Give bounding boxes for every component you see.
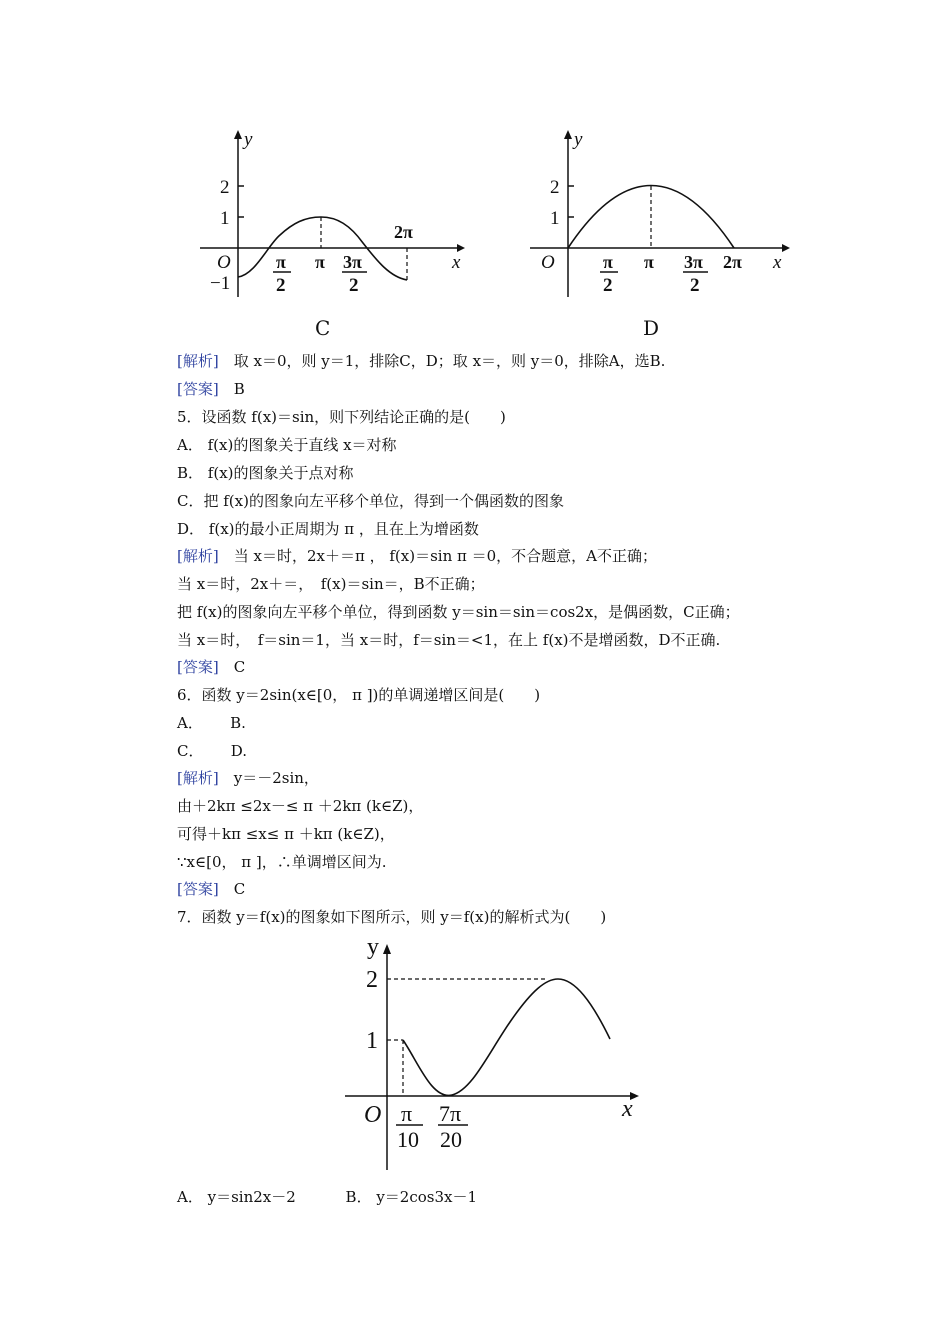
q5-option-b: B． f(x)的图象关于点对称 — [177, 464, 354, 482]
y-tick-1-label: 1 — [550, 208, 560, 229]
x-axis-label: x — [773, 252, 782, 273]
y-axis-label: y — [574, 129, 583, 150]
x-tick-two-pi: 2π — [723, 252, 742, 272]
x-tick-three-half-pi-den: 2 — [349, 275, 359, 296]
answer-text: B — [233, 380, 245, 398]
answer-tag: [答案] — [177, 658, 219, 676]
answer-text: C — [233, 880, 246, 898]
y-tick-1-label: 1 — [366, 1028, 378, 1054]
graph-d — [525, 125, 800, 310]
q5-option-d: D． f(x)的最小正周期为 π ，且在上为增函数 — [177, 520, 479, 538]
x-tick-pi: π — [315, 252, 325, 272]
q5-analysis-1 — [177, 546, 657, 566]
y-axis-arrow — [564, 130, 572, 139]
y-tick-1-label: 1 — [220, 208, 230, 229]
curve-q7 — [403, 979, 610, 1095]
y-axis-label: y — [244, 129, 253, 150]
q6-options-ab: A． B. — [177, 714, 246, 732]
q5-option-a: A． f(x)的图象关于直线 x＝对称 — [177, 436, 397, 454]
x-axis-arrow — [457, 244, 465, 252]
x-tick-half-pi-num: π — [276, 252, 286, 272]
q6-analysis-4: ∵x∈[0， π ]，∴单调增区间为. — [177, 853, 387, 871]
answer-text: C — [233, 658, 246, 676]
y-tick-2-label: 2 — [366, 967, 378, 993]
y-tick-2-label: 2 — [550, 177, 560, 198]
answer-tag: [答案] — [177, 880, 219, 898]
q6-answer — [177, 879, 245, 899]
x-axis-arrow — [782, 244, 790, 252]
graph-c — [195, 125, 475, 310]
y-tick-2-label: 2 — [220, 177, 230, 198]
y-axis-arrow — [383, 944, 391, 954]
x-tick-2-num: 7π — [439, 1101, 462, 1126]
x-tick-pi: π — [644, 252, 654, 272]
analysis-text: 取 x＝0，则 y＝1，排除C，D；取 x＝，则 y＝0，排除A，选B. — [233, 352, 666, 370]
x-axis-label: x — [452, 252, 461, 273]
q7-stem: 7．函数 y＝f(x)的图象如下图所示，则 y＝f(x)的解析式为( ) — [177, 908, 607, 926]
x-tick-half-pi-num: π — [603, 252, 613, 272]
x-tick-half-pi-den: 2 — [276, 275, 286, 296]
q6-options-cd: C． D. — [177, 742, 248, 760]
x-tick-two-pi: 2π — [394, 222, 413, 242]
analysis-tag: [解析] — [177, 769, 219, 787]
graph-q7 — [340, 932, 650, 1177]
x-tick-half-pi-den: 2 — [603, 275, 613, 296]
caption-d: D — [643, 316, 660, 340]
q6-stem: 6．函数 y＝2sin(x∈[0， π ])的单调递增区间是( ) — [177, 686, 541, 704]
analysis-tag: [解析] — [177, 352, 219, 370]
q5-analysis-3: 把 f(x)的图象向左平移个单位，得到函数 y＝sin＝sin＝cos2x，是偶函数，C正确； — [177, 603, 740, 621]
analysis-text: y＝－2sin， — [233, 769, 319, 787]
q6-analysis-2: 由＋2kπ ≤2x－≤ π ＋2kπ (k∈Z)， — [177, 797, 424, 815]
x-axis-label: x — [622, 1096, 633, 1122]
x-tick-1-den: 10 — [397, 1127, 419, 1152]
x-tick-three-half-pi-den: 2 — [690, 275, 700, 296]
origin-label: O — [541, 252, 555, 273]
x-tick-1-num: π — [401, 1101, 413, 1126]
caption-c: C — [315, 316, 331, 340]
q4-analysis — [177, 351, 665, 371]
analysis-text: 当 x＝时，2x＋＝π ， f(x)＝sin π ＝0，不合题意，A不正确； — [233, 547, 658, 565]
q5-answer — [177, 657, 245, 677]
y-axis-arrow — [234, 130, 242, 139]
analysis-tag: [解析] — [177, 547, 219, 565]
q7-options: A． y＝sin2x－2 B． y＝2cos3x－1 — [177, 1188, 478, 1206]
q5-analysis-2: 当 x＝时，2x＋＝， f(x)＝sin＝，B不正确； — [177, 575, 485, 593]
answer-tag: [答案] — [177, 380, 219, 398]
y-tick-neg1-label: −1 — [210, 273, 231, 294]
q6-analysis-3: 可得＋kπ ≤x≤ π ＋kπ (k∈Z)， — [177, 825, 395, 843]
q5-option-c: C．把 f(x)的图象向左平移个单位，得到一个偶函数的图象 — [177, 492, 564, 510]
origin-label: O — [364, 1102, 382, 1128]
q4-answer — [177, 379, 245, 399]
origin-label: O — [217, 252, 231, 273]
q5-analysis-4: 当 x＝时， f＝sin＝1，当 x＝时，f＝sin＝<1，在上 f(x)不是增函数，D不正确. — [177, 631, 721, 649]
x-tick-2-den: 20 — [440, 1127, 462, 1152]
x-tick-three-half-pi-num: 3π — [684, 252, 703, 272]
x-tick-three-half-pi-num: 3π — [343, 252, 362, 272]
q5-stem: 5．设函数 f(x)＝sin，则下列结论正确的是( ) — [177, 408, 506, 426]
q6-analysis-1 — [177, 768, 319, 788]
y-axis-label: y — [367, 934, 379, 960]
